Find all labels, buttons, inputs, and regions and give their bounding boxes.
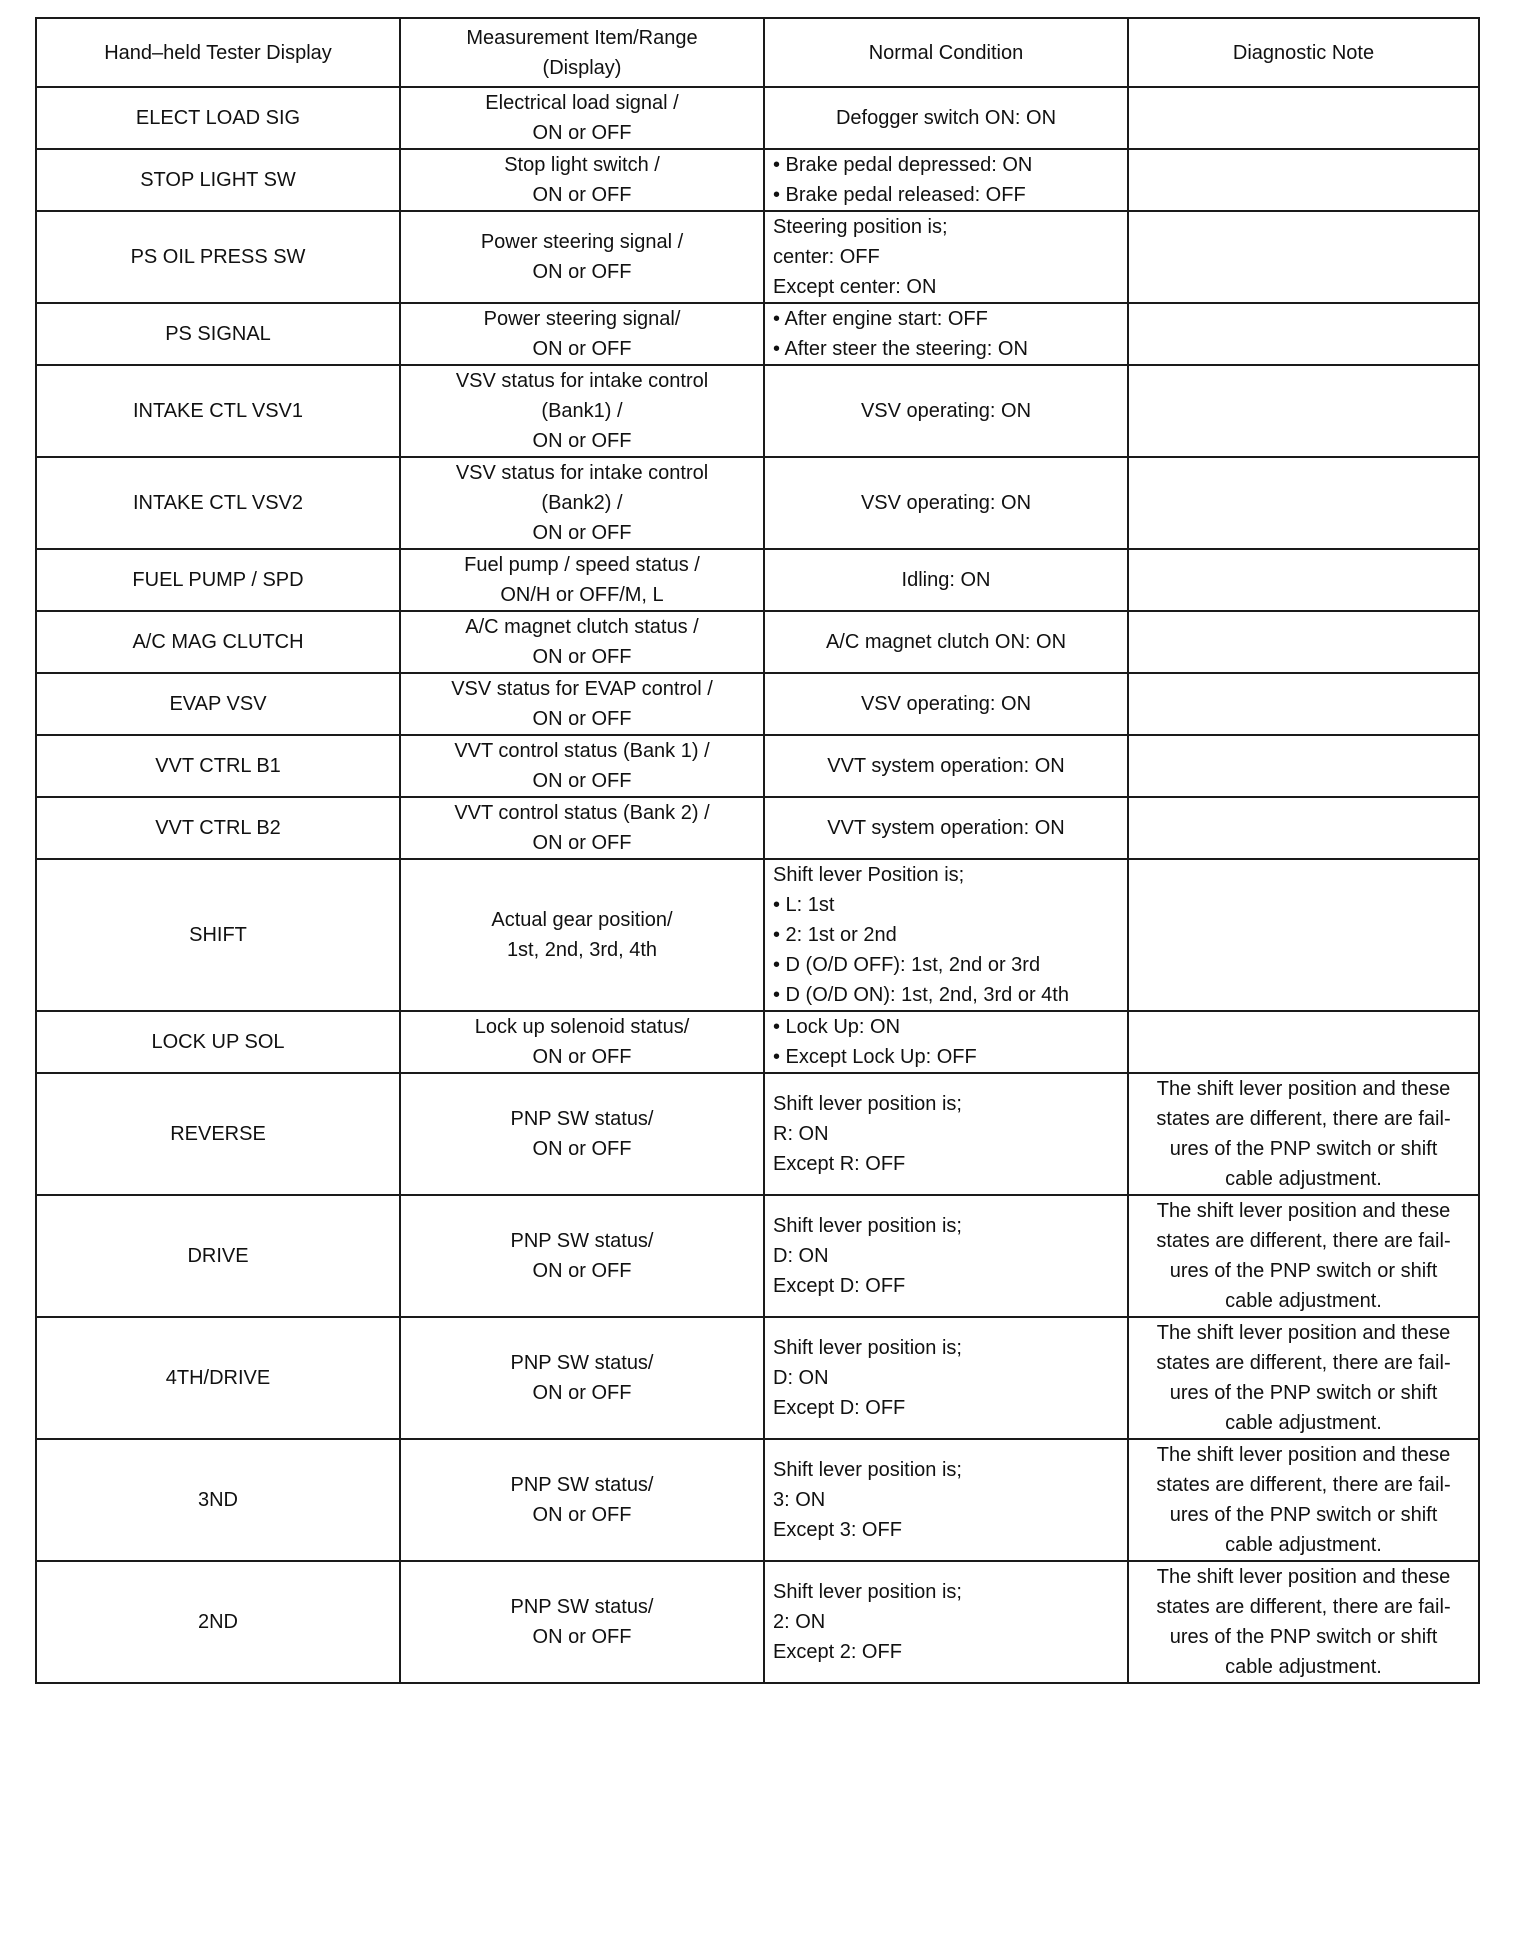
measurement-item-line: ON or OFF [532,430,632,452]
measurement-item-line: ON or OFF [532,1382,632,1404]
table-row [36,1073,1479,1195]
measurement-item-line: Stop light switch / [504,154,660,176]
diagnostic-note-line: states are different, there are fail- [1156,1230,1451,1252]
normal-condition-line: D: ON [773,1245,829,1267]
normal-condition-line: • L: 1st [773,894,835,916]
normal-condition-cell [764,1317,1128,1439]
normal-condition-line: • After steer the steering: ON [773,338,1028,360]
normal-condition-line: VVT system operation: ON [827,755,1065,777]
normal-condition-line: Except 3: OFF [773,1519,902,1541]
normal-condition-line: 3: ON [773,1489,826,1511]
tester-display-cell [36,859,400,1011]
tester-display-cell [36,149,400,211]
header-tester-display [36,18,400,87]
measurement-item-cell [400,735,764,797]
measurement-item-cell [400,211,764,303]
normal-condition-line: center: OFF [773,246,880,268]
diagnostic-note-line: cable adjustment. [1225,1412,1382,1434]
normal-condition-line: R: ON [773,1123,829,1145]
diagnostic-note-cell [1128,303,1479,365]
measurement-item-line: PNP SW status/ [510,1474,654,1496]
normal-condition-line: Shift lever position is; [773,1581,962,1603]
measurement-item-line: PNP SW status/ [510,1596,654,1618]
measurement-item-cell [400,859,764,1011]
measurement-item-line: PNP SW status/ [510,1108,654,1130]
diagnostic-note-line: states are different, there are fail- [1156,1108,1451,1130]
table-row [36,87,1479,149]
measurement-item-line: ON or OFF [532,708,632,730]
normal-condition-cell [764,211,1128,303]
diagnostic-note-cell [1128,149,1479,211]
diagnostic-note-line: The shift lever position and these [1156,1322,1451,1344]
header-normal-condition [764,18,1128,87]
tester-display-text: VVT CTRL B1 [155,755,281,777]
normal-condition-line: Shift lever position is; [773,1093,962,1115]
diagnostic-note-cell [1128,797,1479,859]
tester-display-cell [36,303,400,365]
table-row [36,859,1479,1011]
header-normal-condition-label: Normal Condition [868,41,1024,64]
measurement-item-line: VSV status for intake control [455,462,709,484]
measurement-item-cell [400,549,764,611]
normal-condition-cell [764,797,1128,859]
tester-display-text: ELECT LOAD SIG [135,107,301,129]
normal-condition-cell [764,149,1128,211]
measurement-item-line: ON or OFF [532,1260,632,1282]
measurement-item-line: PNP SW status/ [510,1230,654,1252]
normal-condition-cell [764,1439,1128,1561]
normal-condition-line: Except R: OFF [773,1153,906,1175]
measurement-item-line: ON or OFF [532,522,632,544]
measurement-item-line: Actual gear position/ [491,909,673,931]
diagnostic-note-cell [1128,211,1479,303]
normal-condition-cell [764,735,1128,797]
table-row [36,457,1479,549]
tester-display-cell [36,1073,400,1195]
tester-display-text: INTAKE CTL VSV1 [132,400,304,422]
tester-display-text: A/C MAG CLUTCH [132,631,304,653]
normal-condition-line: Except center: ON [773,276,937,298]
measurement-item-cell [400,1195,764,1317]
table-body [36,87,1479,1683]
measurement-item-line: ON or OFF [532,646,632,668]
normal-condition-line: Shift lever position is; [773,1459,962,1481]
tester-display-text: INTAKE CTL VSV2 [132,492,304,514]
measurement-item-line: ON or OFF [532,122,632,144]
measurement-item-cell [400,149,764,211]
normal-condition-cell [764,303,1128,365]
tester-display-text: 3ND [197,1489,238,1511]
measurement-item-line: Power steering signal / [480,231,684,253]
tester-display-text: VVT CTRL B2 [155,817,281,839]
measurement-item-line: ON or OFF [532,1138,632,1160]
diagnostic-note-line: cable adjustment. [1225,1656,1382,1678]
diagnostic-note-line: ures of the PNP switch or shift [1169,1626,1438,1648]
normal-condition-line: Defogger switch ON: ON [835,107,1057,129]
normal-condition-line: Steering position is; [773,216,948,238]
tester-display-cell [36,211,400,303]
normal-condition-line: • After engine start: OFF [773,308,988,330]
normal-condition-line: • D (O/D ON): 1st, 2nd, 3rd or 4th [773,984,1069,1006]
diagnostic-note-line: ures of the PNP switch or shift [1169,1260,1438,1282]
normal-condition-cell [764,87,1128,149]
tester-display-text: REVERSE [170,1123,266,1145]
tester-display-text: STOP LIGHT SW [140,169,296,191]
table-row [36,797,1479,859]
normal-condition-line: VSV operating: ON [860,492,1032,514]
normal-condition-line: Except D: OFF [773,1275,906,1297]
normal-condition-line: • 2: 1st or 2nd [773,924,897,946]
measurement-item-cell [400,303,764,365]
tester-display-cell [36,611,400,673]
header-measurement-sublabel: (Display) [542,56,622,79]
measurement-item-line: ON or OFF [532,770,632,792]
measurement-item-line: VSV status for EVAP control / [451,678,713,700]
table-row [36,303,1479,365]
diagnostic-data-table [35,17,1480,1684]
normal-condition-line: Shift lever position is; [773,1337,962,1359]
measurement-item-line: A/C magnet clutch status / [465,616,699,638]
diagnostic-note-cell [1128,549,1479,611]
measurement-item-line: ON or OFF [532,261,632,283]
measurement-item-line: PNP SW status/ [510,1352,654,1374]
tester-display-cell [36,549,400,611]
measurement-item-line: ON or OFF [532,832,632,854]
diagnostic-note-cell [1128,1561,1479,1683]
measurement-item-cell [400,673,764,735]
measurement-item-cell [400,457,764,549]
tester-display-text: EVAP VSV [169,693,267,715]
tester-display-text: LOCK UP SOL [151,1031,285,1053]
normal-condition-cell [764,549,1128,611]
table-row [36,1317,1479,1439]
normal-condition-line: A/C magnet clutch ON: ON [825,631,1067,653]
diagnostic-note-line: cable adjustment. [1225,1168,1382,1190]
table-row [36,735,1479,797]
table-row [36,673,1479,735]
diagnostic-note-line: cable adjustment. [1225,1534,1382,1556]
table-row [36,549,1479,611]
tester-display-cell [36,1317,400,1439]
table-row [36,211,1479,303]
diagnostic-note-line: ures of the PNP switch or shift [1169,1138,1438,1160]
tester-display-cell [36,87,400,149]
measurement-item-cell [400,797,764,859]
measurement-item-line: ON/H or OFF/M, L [500,584,664,606]
diagnostic-note-line: The shift lever position and these [1156,1566,1451,1588]
normal-condition-line: Idling: ON [901,569,991,591]
measurement-item-cell [400,1317,764,1439]
tester-display-text: 4TH/DRIVE [165,1367,271,1389]
normal-condition-cell [764,457,1128,549]
table-row [36,1561,1479,1683]
measurement-item-line: ON or OFF [532,184,632,206]
table-row [36,149,1479,211]
measurement-item-line: VVT control status (Bank 1) / [454,740,710,762]
tester-display-cell [36,1195,400,1317]
diagnostic-note-cell [1128,1195,1479,1317]
header-tester-display-label: Hand–held Tester Display [104,41,332,64]
measurement-item-line: Power steering signal/ [483,308,681,330]
measurement-item-line: 1st, 2nd, 3rd, 4th [506,939,658,961]
diagnostic-note-line: The shift lever position and these [1156,1444,1451,1466]
table-row [36,365,1479,457]
diagnostic-note-line: ures of the PNP switch or shift [1169,1382,1438,1404]
normal-condition-line: D: ON [773,1367,829,1389]
measurement-item-line: (Bank1) / [541,400,623,422]
diagnostic-note-cell [1128,365,1479,457]
header-diagnostic-note-label: Diagnostic Note [1232,41,1375,64]
normal-condition-line: • Lock Up: ON [773,1016,901,1038]
normal-condition-cell [764,673,1128,735]
tester-display-cell [36,1011,400,1073]
diagnostic-note-cell [1128,1073,1479,1195]
normal-condition-line: Except D: OFF [773,1397,906,1419]
diagnostic-note-cell [1128,1317,1479,1439]
diagnostic-note-cell [1128,611,1479,673]
normal-condition-cell [764,1011,1128,1073]
normal-condition-line: VSV operating: ON [860,693,1032,715]
header-measurement-label: Measurement Item/Range [466,26,698,49]
normal-condition-line: • D (O/D OFF): 1st, 2nd or 3rd [773,954,1041,976]
normal-condition-line: VSV operating: ON [860,400,1032,422]
measurement-item-cell [400,1011,764,1073]
table-row [36,1195,1479,1317]
measurement-item-cell [400,1073,764,1195]
tester-display-text: DRIVE [187,1245,249,1267]
tester-display-cell [36,1439,400,1561]
measurement-item-line: VVT control status (Bank 2) / [454,802,710,824]
measurement-item-line: ON or OFF [532,1626,632,1648]
measurement-item-cell [400,87,764,149]
measurement-item-line: (Bank2) / [541,492,623,514]
diagnostic-note-cell [1128,673,1479,735]
measurement-item-line: ON or OFF [532,338,632,360]
diagnostic-note-cell [1128,87,1479,149]
diagnostic-note-line: states are different, there are fail- [1156,1352,1451,1374]
table-row [36,1011,1479,1073]
table-row [36,1439,1479,1561]
header-row [36,18,1479,87]
diagnostic-note-line: The shift lever position and these [1156,1078,1451,1100]
diagnostic-note-line: cable adjustment. [1225,1290,1382,1312]
diagnostic-note-cell [1128,859,1479,1011]
diagnostic-note-cell [1128,457,1479,549]
normal-condition-cell [764,1195,1128,1317]
tester-display-cell [36,735,400,797]
measurement-item-line: ON or OFF [532,1046,632,1068]
normal-condition-line: • Brake pedal released: OFF [773,184,1026,206]
diagnostic-note-cell [1128,1011,1479,1073]
tester-display-text: FUEL PUMP / SPD [132,569,304,591]
header-measurement-item [400,18,764,87]
table-row [36,611,1479,673]
normal-condition-line: Shift lever position is; [773,1215,962,1237]
normal-condition-cell [764,365,1128,457]
tester-display-text: PS OIL PRESS SW [130,246,306,268]
tester-display-text: 2ND [197,1611,238,1633]
normal-condition-cell [764,859,1128,1011]
measurement-item-line: Lock up solenoid status/ [474,1016,690,1038]
measurement-item-cell [400,365,764,457]
measurement-item-cell [400,1439,764,1561]
normal-condition-line: • Except Lock Up: OFF [773,1046,977,1068]
diagnostic-note-line: states are different, there are fail- [1156,1474,1451,1496]
normal-condition-line: • Brake pedal depressed: ON [773,154,1033,176]
measurement-item-cell [400,1561,764,1683]
tester-display-text: SHIFT [189,924,247,946]
tester-display-cell [36,457,400,549]
header-diagnostic-note [1128,18,1479,87]
measurement-item-line: Electrical load signal / [485,92,679,114]
diagnostic-note-line: The shift lever position and these [1156,1200,1451,1222]
tester-display-text: PS SIGNAL [165,323,271,345]
tester-display-cell [36,797,400,859]
normal-condition-line: Shift lever Position is; [773,864,965,886]
normal-condition-line: 2: ON [773,1611,826,1633]
diagnostic-note-cell [1128,1439,1479,1561]
normal-condition-line: VVT system operation: ON [827,817,1065,839]
normal-condition-cell [764,1073,1128,1195]
tester-display-cell [36,673,400,735]
measurement-item-line: VSV status for intake control [455,370,709,392]
measurement-item-cell [400,611,764,673]
diagnostic-note-line: ures of the PNP switch or shift [1169,1504,1438,1526]
measurement-item-line: Fuel pump / speed status / [464,554,700,576]
normal-condition-cell [764,611,1128,673]
normal-condition-line: Except 2: OFF [773,1641,902,1663]
tester-display-cell [36,365,400,457]
measurement-item-line: ON or OFF [532,1504,632,1526]
diagnostic-note-line: states are different, there are fail- [1156,1596,1451,1618]
tester-display-cell [36,1561,400,1683]
diagnostic-note-cell [1128,735,1479,797]
normal-condition-cell [764,1561,1128,1683]
